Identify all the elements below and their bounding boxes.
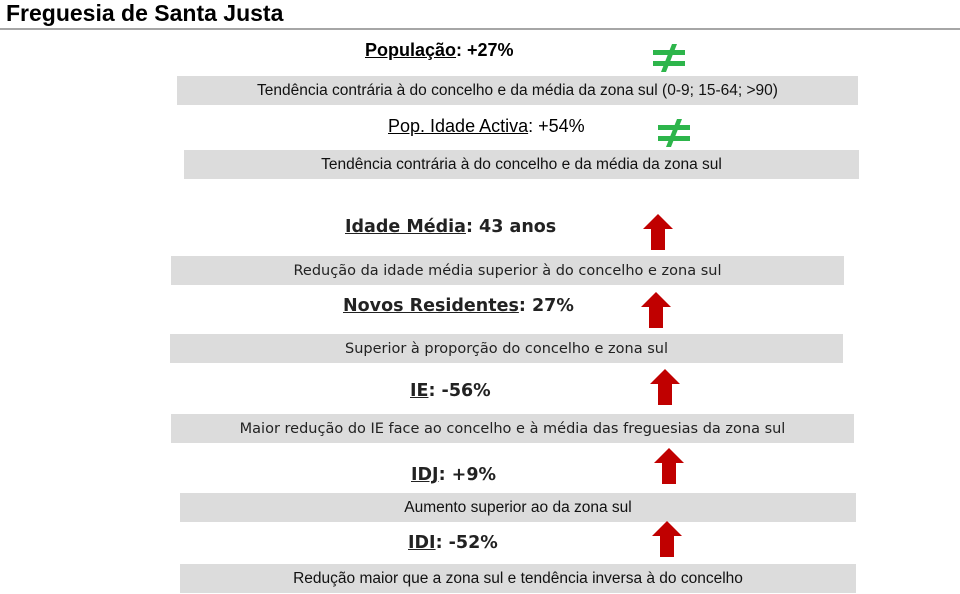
heading-key: Idade Média — [345, 217, 466, 237]
description-bar — [171, 414, 854, 443]
description-text: Superior à proporção do concelho e zona sul — [344, 340, 668, 357]
description-bar — [184, 150, 859, 179]
description-text: Redução maior que a zona sul e tendência inversa à do concelho — [293, 569, 743, 587]
heading-key: Idade Activa — [430, 116, 529, 136]
arrow-up-icon — [654, 448, 684, 484]
heading-ie — [410, 381, 491, 401]
heading-idade-activa — [388, 116, 585, 137]
heading-value: : +54% — [528, 116, 585, 136]
heading-value: : +27% — [456, 40, 514, 60]
arrow-up-icon — [641, 292, 671, 328]
heading-novos-residentes — [343, 296, 574, 316]
heading-key: Novos Residentes — [343, 296, 519, 316]
description-bar — [180, 493, 856, 522]
description-bar — [177, 76, 858, 105]
heading-key: IDI — [408, 533, 436, 553]
not-equal-icon — [651, 43, 687, 73]
description-text: Tendência contrária à do concelho e da média da zona sul — [321, 155, 722, 173]
heading-value: : -56% — [428, 381, 491, 401]
heading-value: : +9% — [438, 465, 497, 485]
heading-key: IDJ — [411, 465, 439, 485]
description-bar — [180, 564, 856, 593]
arrow-up-icon — [652, 521, 682, 557]
description-bar — [171, 256, 844, 285]
description-text: Aumento superior ao da zona sul — [404, 498, 632, 516]
description-bar — [170, 334, 843, 363]
arrow-up-icon — [643, 214, 673, 250]
description-text: Tendência contrária à do concelho e da média da zona sul (0-9; 15-64; >90) — [257, 81, 778, 99]
description-text: Maior redução do IE face ao concelho e à média das freguesias da zona sul — [239, 420, 786, 437]
title-divider — [0, 28, 960, 30]
heading-idi — [408, 533, 498, 553]
heading-prefix: Pop. — [388, 116, 431, 136]
heading-idade-media — [345, 217, 556, 237]
not-equal-icon — [656, 118, 692, 148]
heading-idj — [411, 465, 496, 485]
arrow-up-icon — [650, 369, 680, 405]
heading-key: População — [365, 40, 457, 60]
description-text: Redução da idade média superior à do concelho e zona sul — [293, 262, 722, 279]
heading-value: : -52% — [435, 533, 498, 553]
heading-value: : 27% — [518, 296, 574, 316]
page-title: Freguesia de Santa Justa — [6, 0, 284, 26]
heading-key: IE — [410, 381, 429, 401]
heading-populacao — [365, 40, 514, 61]
heading-value: : 43 anos — [465, 217, 557, 237]
